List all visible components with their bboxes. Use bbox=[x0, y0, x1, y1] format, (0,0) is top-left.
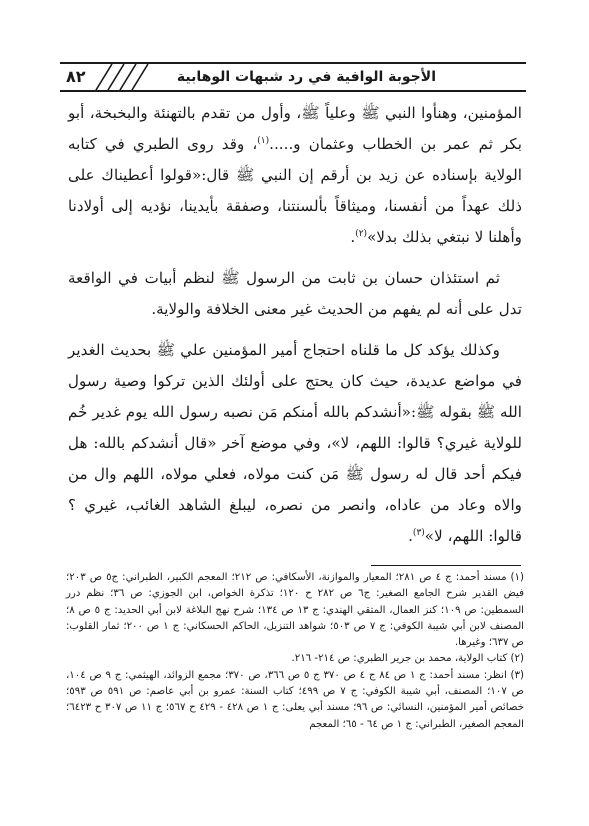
footnote-ref-1[interactable]: (١) bbox=[257, 135, 270, 146]
footnote-separator bbox=[371, 565, 521, 566]
header-bottom-rule bbox=[60, 90, 526, 92]
page-number: ٨٢ bbox=[66, 67, 86, 86]
footnote-3: (٣) انظر: مسند أحمد: ج ١ ص ٨٤ ج ٤ ص ٣٧٠ ج ٥ ص ٣٦٦، ص ٣٧٠؛ مجمع الزوائد، الهيثمي: ج ٩ ص ١٠٤، ص ١٠٧؛ المصنف، أبي شيبة الكوفي: ج ٧ ص ٤٩٩؛ كتاب السنة: عمرو بن أبي عاصم: ص ٥٩١ ص ٥٩٣؛ خصائص أمير المؤمنين، النسائي: ص ٩٦؛ مسند أبي يعلى: ج ١ ص ٤٢٨ - ٤٢٩ ح ٥٦٧؛ ج ١١ ص ٣٠٧ ح ٦٤٢٣؛ المعجم الصغير، الطبراني: ج ١ ص ٦٤ - ٦٥؛ المعجم bbox=[66, 669, 525, 730]
footnote-1: (١) مسند أحمد: ج ٤ ص ٢٨١؛ المعيار والموازنة، الأسكافي: ص ٢١٢؛ المعجم الكبير، الطبراني: ج٥ ص ٢٠٣؛ فيض القدير شرح الجامع الصغير: ج٦ ص ٢٨٢ ح ١٢٠؛ تذكرة الخواص، ابن الجوزي: ص ٣٦؛ نظم درر السمطين: ص ١٠٩؛ كنز العمال، المتقي الهندي: ج ١٣ ص ١٣٤؛ شرح نهج البلاغة لابن أبي الحديد: ج ٥ ص ٨؛ المصنف لابن أبي شيبة الكوفي: ج ٧ ص ٥٠٣؛ شواهد التنزيل، الحاكم الحسكاني: ج ١ ص ٢٠٠؛ ثمار القلوب: ص ٦٣٧؛ وغيرها. bbox=[66, 572, 525, 649]
running-header bbox=[60, 62, 526, 92]
main-text bbox=[68, 98, 522, 552]
paragraph-3-end: . bbox=[408, 527, 413, 545]
paragraph-2: ثم استئذان حسان بن ثابت من الرسول ﷺ لنظم أبيات في الواقعة تدل على أنه لم يفهم من الحديث غير معنى الخلافة والولاية. bbox=[68, 269, 522, 318]
header-title: الأجوبة الوافية في رد شبهات الوهابية bbox=[176, 69, 436, 85]
footnote-2: (٢) كتاب الولاية، محمد بن جرير الطبري: ص ٢١٤- ٢١٦. bbox=[291, 653, 524, 665]
paragraph-1-text-b: ، وقد روى الطبري في كتابه الولاية بإسناده عن زيد بن أرقم إن النبي ﷺ قال:«قولوا أعطيناك على ذلك عهداً من أنفسنا، وميثاقاً بألسنتنا، وصفقة بأيدينا، نؤديه إلى أولادنا وأهلنا لا نبتغي بذلك بدلا» bbox=[68, 135, 522, 246]
paragraph-1-text-a: المؤمنين، وهنأوا النبي ﷺ وعلياً ﷺ، وأول من تقدم بالتهنئة والبخبخة، أبو بكر ثم عمر بن الخطاب وعثمان و..... bbox=[68, 104, 522, 153]
paragraph-1 bbox=[68, 98, 522, 253]
paragraph-3 bbox=[68, 335, 522, 552]
paragraph-3-text: وكذلك يؤكد كل ما قلناه احتجاج أمير المؤمنين علي ﷺ بحديث الغدير في مواضع عديدة، حيث كان يحتج على أولئك الذين تركوا وصية رسول الله ﷺ بقوله ﷺ:«أنشدكم بالله أمنكم مَن نصبه رسول الله يوم غدير خُم للولاية غيري؟ قالوا: اللهم، لا»، وفي موضع آخر «قال أنشدكم بالله: هل فيكم أحد قال له رسول ﷺ مَن كنت مولاه، فعلي مولاه، اللهم وال من والاه وعاد من عاداه، وانصر من نصره، ليبلغ الشاهد الغائب، غيري ؟ قالوا: اللهم، لا» bbox=[68, 341, 522, 545]
paragraph-1-end: . bbox=[350, 228, 356, 246]
footnotes bbox=[66, 570, 524, 733]
footnote-ref-2[interactable]: (٢) bbox=[355, 228, 368, 239]
footnote-ref-3[interactable]: (٣) bbox=[412, 527, 425, 538]
header-ornament-icon bbox=[90, 64, 150, 90]
